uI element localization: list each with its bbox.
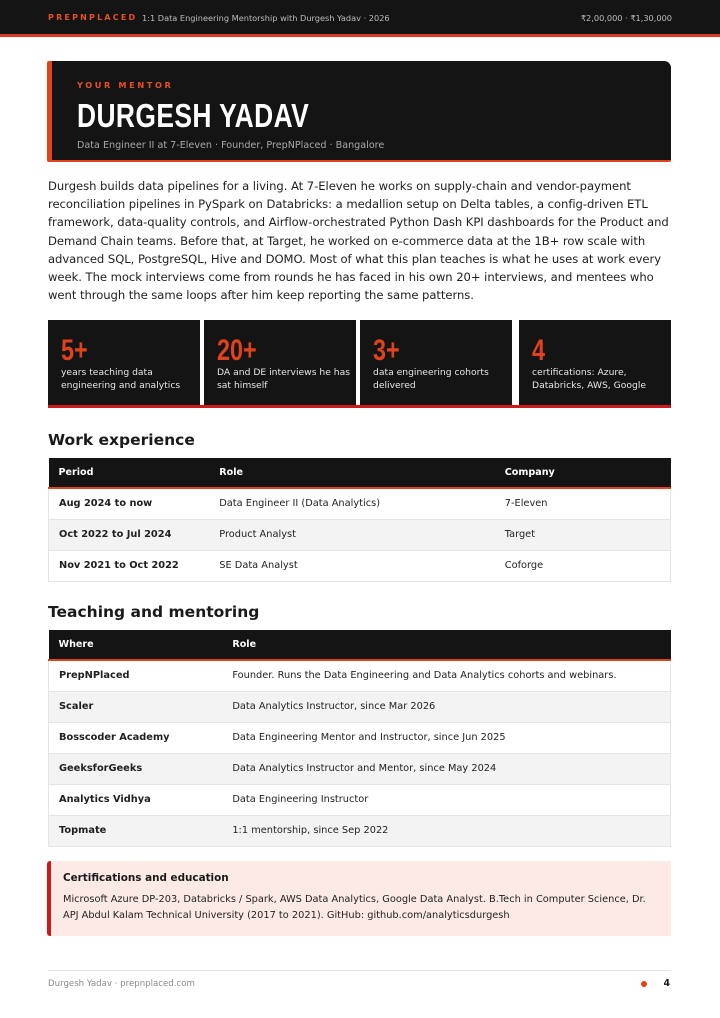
table-header-row (49, 458, 671, 488)
role-cell: Data Engineering Instructor (222, 784, 670, 815)
teaching-heading: Teaching and mentoring (48, 603, 260, 621)
role-cell: Data Analytics Instructor and Mentor, since May 2024 (222, 753, 670, 784)
stats-row (48, 320, 671, 408)
role-cell: Data Engineer II (Data Analytics) (209, 488, 494, 519)
work-experience-heading: Work experience (48, 431, 195, 449)
certifications-callout (47, 861, 671, 936)
mentor-subtitle: Data Engineer II at 7-Eleven · Founder, PrepNPlaced · Bangalore (77, 140, 385, 151)
table-row (49, 784, 671, 815)
column-header: Role (222, 630, 670, 660)
stat-label: years teaching data engineering and analytics (61, 367, 181, 391)
role-cell: Product Analyst (209, 519, 494, 550)
work-experience-table (48, 458, 671, 582)
top-bar (0, 0, 720, 37)
stat-label: DA and DE interviews he has sat himself (217, 367, 351, 391)
role-cell: Data Analytics Instructor, since Mar 2026 (222, 691, 670, 722)
company-cell: Target (495, 519, 671, 550)
period-cell: Nov 2021 to Oct 2022 (49, 550, 210, 581)
price-label: ₹2,00,000 · ₹1,30,000 (580, 13, 672, 23)
where-cell: Scaler (49, 691, 223, 722)
stat-card (204, 320, 356, 405)
where-cell: Analytics Vidhya (49, 784, 223, 815)
footer-text: Durgesh Yadav · prepnplaced.com (48, 979, 195, 989)
table-header-row (49, 630, 671, 660)
table-row (49, 815, 671, 846)
table-row (49, 488, 671, 519)
hero-eyebrow: YOUR MENTOR (77, 80, 174, 90)
where-cell: Topmate (49, 815, 223, 846)
table-row (49, 722, 671, 753)
stat-number: 5+ (61, 334, 88, 367)
page-number: 4 (663, 978, 670, 989)
mentor-name: DURGESH YADAV (77, 97, 310, 134)
stat-card (519, 320, 671, 405)
role-cell: Data Engineering Mentor and Instructor, since Jun 2025 (222, 722, 670, 753)
stat-card (360, 320, 512, 405)
role-cell: 1:1 mentorship, since Sep 2022 (222, 815, 670, 846)
stat-label: data engineering cohorts delivered (373, 367, 489, 391)
column-header: Where (49, 630, 223, 660)
teaching-table (48, 630, 671, 847)
where-cell: PrepNPlaced (49, 660, 223, 691)
stat-number: 4 (532, 334, 546, 367)
period-cell: Aug 2024 to now (49, 488, 210, 519)
mentor-bio: Durgesh builds data pipelines for a living. At 7-Eleven he works on supply-chain and vendor-payment reconciliation pipelines in PySpark on Databricks: a medallion setup on Delta tables, a config-driven ETL framework, data-quality controls, and Airflow-orchestrated Python Dash KPI dashboards for the Product and Demand Chain teams. Before that, at Target, he worked on e-commerce data at the 1B+ row scale with advanced SQL, PostgreSQL, Hive and DOMO. Most of what this plan teaches is what he uses at work every week. The mock interviews come from rounds he has faced in his own 20+ interviews, and mentees who went through the same loops after him keep reporting the same patterns. (48, 179, 669, 303)
stat-number: 20+ (217, 334, 257, 367)
table-row (49, 660, 671, 691)
company-cell: Coforge (495, 550, 671, 581)
where-cell: Bosscoder Academy (49, 722, 223, 753)
stat-label: certifications: Azure, Databricks, AWS, Google (532, 367, 647, 391)
company-cell: 7-Eleven (495, 488, 671, 519)
course-title: 1:1 Data Engineering Mentorship with Durgesh Yadav · 2026 (142, 13, 390, 23)
table-row (49, 753, 671, 784)
column-header: Company (495, 458, 671, 488)
mentor-hero-card (47, 61, 671, 162)
table-row (49, 519, 671, 550)
brand-logo-text: PREPNPLACED (48, 13, 138, 22)
callout-title: Certifications and education (63, 872, 229, 884)
footer-dot-icon (641, 981, 647, 987)
column-header: Role (209, 458, 494, 488)
where-cell: GeeksforGeeks (49, 753, 223, 784)
period-cell: Oct 2022 to Jul 2024 (49, 519, 210, 550)
callout-body: Microsoft Azure DP-203, Databricks / Spark, AWS Data Analytics, Google Data Analyst. B.Tech in Computer Science, Dr. APJ Abdul Kalam Technical University (2017 to 2021). GitHub: github.com/analyticsdurgesh (63, 894, 646, 921)
role-cell: SE Data Analyst (209, 550, 494, 581)
table-row (49, 691, 671, 722)
stat-card (48, 320, 200, 405)
table-row (49, 550, 671, 581)
stat-number: 3+ (373, 334, 400, 367)
role-cell: Founder. Runs the Data Engineering and Data Analytics cohorts and webinars. (222, 660, 670, 691)
footer-divider (48, 970, 671, 971)
column-header: Period (49, 458, 210, 488)
